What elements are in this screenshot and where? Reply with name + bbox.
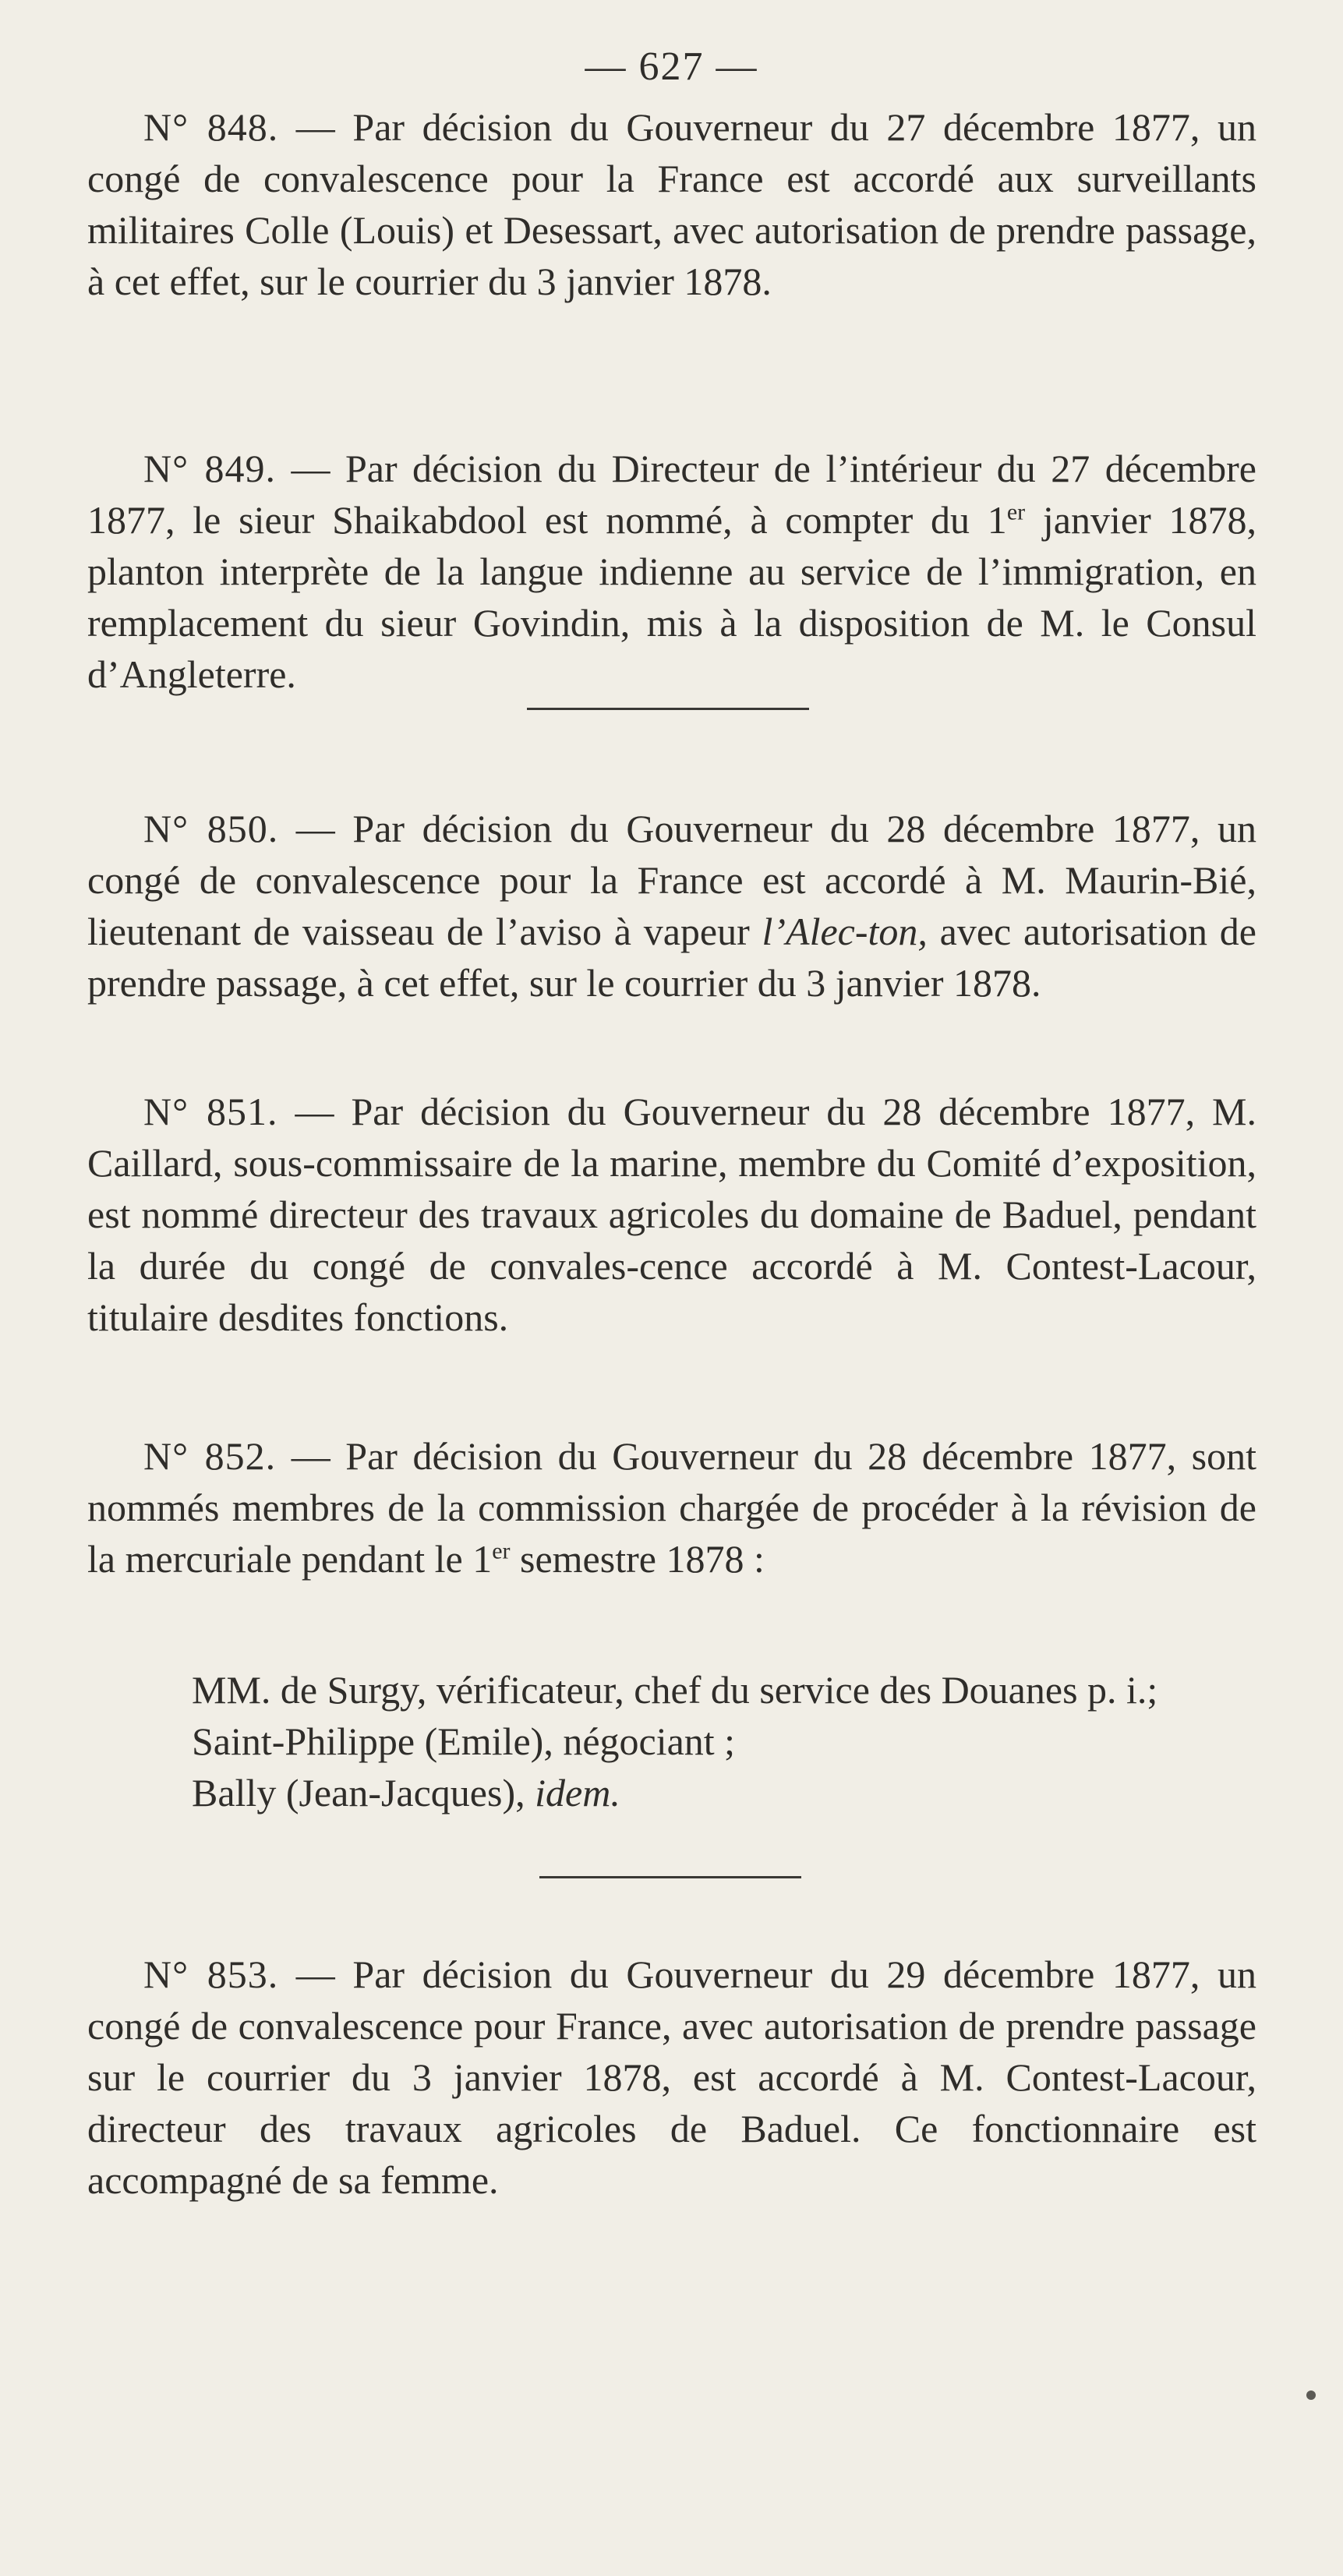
- entry-text-cont: semestre 1878 :: [510, 1537, 765, 1581]
- entry-text: — Par décision du Gouverneur du 27 décembre 1877, un congé de convalescence pour la France est accordé aux surveillants militaires Colle (Louis) et Desessart, avec autorisation de prendre passage, à cet effet, sur le courrier du 3 janvier 1878.: [87, 105, 1256, 303]
- superscript-er: er: [492, 1538, 511, 1564]
- entry-848: [87, 101, 1256, 307]
- entry-text: — Par décision du Gouverneur du 28 décembre 1877, un congé de convalescence pour la France est accordé à M. Maurin-Bié, lieutenant de vaisseau de l’aviso à vapeur: [87, 807, 1256, 953]
- member-line: [192, 1767, 1267, 1818]
- entry-850: [87, 803, 1256, 1009]
- entry-849: [87, 443, 1256, 700]
- section-divider: [527, 708, 809, 710]
- superscript-er: er: [1006, 499, 1026, 525]
- entry-852: [87, 1430, 1256, 1585]
- entry-text: — Par décision du Gouverneur du 28 décembre 1877, M. Caillard, sous-commissaire de la marine, membre du Comité d’exposition, est nommé directeur des travaux agricoles du domaine de Baduel, pendant la durée du congé de convales-cence accordé à M. Contest-Lacour, titulaire desdites fonctions.: [87, 1090, 1256, 1339]
- entry-text: — Par décision du Gouverneur du 29 décembre 1877, un congé de convalescence pour France, avec autorisation de prendre passage sur le courrier du 3 janvier 1878, est accordé à M. Contest-Lacour, directeur des travaux agricoles de Baduel. Ce fonctionnaire est accompagné de sa femme.: [87, 1952, 1256, 2202]
- entry-number: N° 851.: [143, 1090, 278, 1133]
- entry-text-cont: janvier 1878, planton interprète de la langue indienne au service de l’immigration, en remplacement du sieur Govindin, mis à la disposition de M. le Consul d’Angleterre.: [87, 498, 1257, 696]
- member-line: Saint-Philippe (Emile), négociant ;: [192, 1719, 736, 1763]
- entry-text-cont: avec autorisation de prendre passage, à cet effet, sur le courrier du 3 janvier 1878.: [87, 910, 1256, 1005]
- entry-number: N° 853.: [143, 1952, 279, 1996]
- entry-number: N° 850.: [143, 807, 279, 850]
- member-idem: idem.: [535, 1771, 620, 1815]
- entry-number: N° 852.: [143, 1434, 277, 1478]
- commission-members: [192, 1664, 1267, 1818]
- entry-number: N° 849.: [143, 447, 277, 490]
- member-line: MM. de Surgy, vérificateur, chef du service des Douanes p. i.;: [192, 1668, 1158, 1712]
- entry-text: — Par décision du Gouverneur du 28 décembre 1877, sont nommés membres de la commission chargée de procéder à la révision de la mercuriale pendant le 1: [87, 1434, 1256, 1581]
- entry-number: N° 848.: [143, 105, 279, 149]
- entry-text: — Par décision du Directeur de l’intérieur du 27 décembre 1877, le sieur Shaikabdool est nommé, à compter du 1: [87, 447, 1257, 542]
- entry-851: [87, 1086, 1256, 1343]
- page-number: — 627 —: [585, 44, 758, 89]
- ship-name: l’Alec-ton,: [762, 910, 928, 953]
- entry-853: [87, 1949, 1256, 2206]
- section-divider: [539, 1876, 801, 1878]
- member-text: Bally (Jean-Jacques),: [192, 1771, 535, 1815]
- ink-speck: [1306, 2390, 1316, 2400]
